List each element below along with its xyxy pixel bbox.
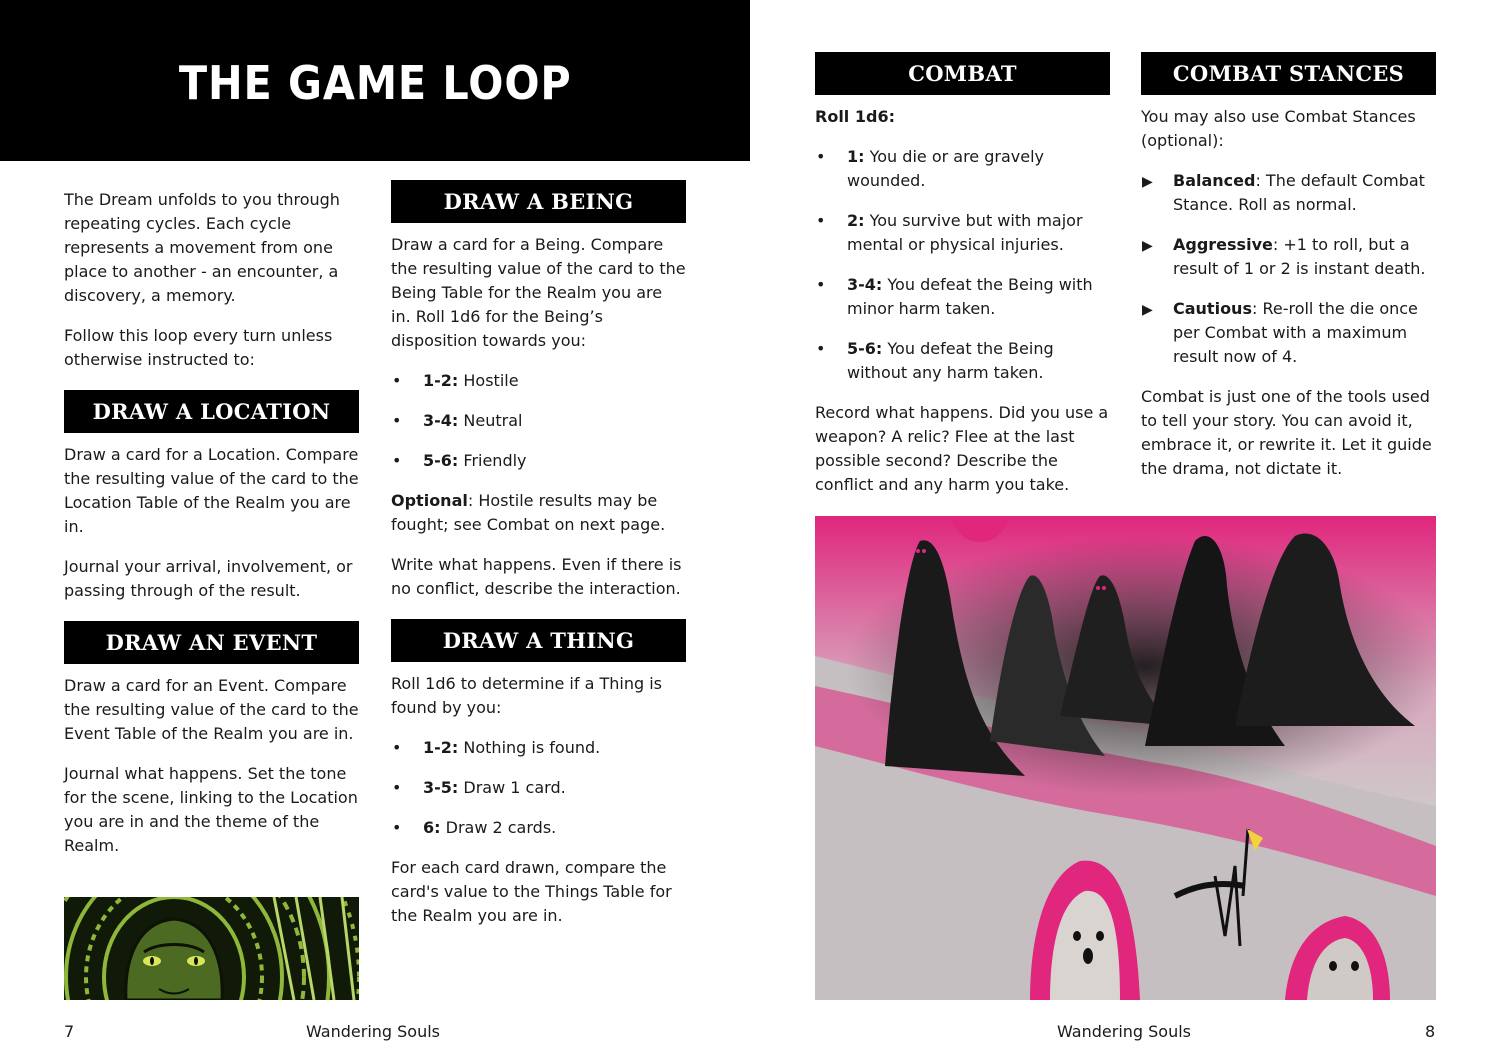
being-paragraph: Draw a card for a Being. Compare the resulting value of the card to the Being Table for the Realm you are in. Roll 1d6 for the Being’s disposition towards you:: [391, 235, 686, 350]
section-heading-being: DRAW A BEING: [391, 180, 686, 223]
location-paragraph: Journal your arrival, involvement, or passing through of the result.: [64, 557, 353, 600]
being-optional-rule: [391, 489, 686, 537]
list-item: [391, 449, 686, 473]
stances-closing: Combat is just one of the tools used to tell your story. You can avoid it, embrace it, or rewrite it. Let it guide the drama, not dictate it.: [1141, 387, 1432, 478]
intro-paragraph: Follow this loop every turn unless otherwise instructed to:: [64, 326, 333, 369]
title-banner: [0, 0, 750, 161]
list-item-key: 2:: [847, 211, 865, 230]
location-paragraph: Draw a card for a Location. Compare the resulting value of the card to the Location Table of the Realm you are in.: [64, 445, 359, 536]
list-item-key: 6:: [423, 818, 441, 837]
column-3: [815, 52, 1110, 513]
list-item-key: Cautious: [1173, 299, 1252, 318]
list-item-text: Friendly: [458, 451, 527, 470]
column-4: [1141, 52, 1436, 497]
section-heading-thing: DRAW A THING: [391, 619, 686, 662]
section-heading-location: DRAW A LOCATION: [64, 390, 359, 433]
event-paragraph: Draw a card for an Event. Compare the resulting value of the card to the Event Table of the Realm you are in.: [64, 676, 359, 743]
stances-intro: You may also use Combat Stances (optional):: [1141, 107, 1416, 150]
list-item-text: : Re-roll the die once per Combat with a maximum result now of 4.: [1173, 299, 1418, 366]
list-item: [815, 209, 1110, 257]
list-item: [1141, 169, 1436, 217]
list-item: [815, 273, 1110, 321]
list-item-text: You die or are gravely wounded.: [847, 147, 1044, 190]
list-item-key: 5-6:: [423, 451, 459, 470]
list-item-key: 1:: [847, 147, 865, 166]
column-1: [64, 188, 359, 874]
snake-illustration: [64, 897, 359, 1000]
list-item: [1141, 233, 1436, 281]
thing-paragraph: Roll 1d6 to determine if a Thing is found by you:: [391, 674, 663, 717]
section-heading-event: DRAW AN EVENT: [64, 621, 359, 664]
list-item-key: 1-2:: [423, 738, 459, 757]
list-item-key: 3-4:: [423, 411, 459, 430]
combat-closing: Record what happens. Did you use a weapon? A relic? Flee at the last possible second? Describe the conflict and any harm you take.: [815, 403, 1109, 494]
being-disposition-list: [391, 369, 686, 473]
stance-list: [1141, 169, 1436, 369]
running-title-left: Wandering Souls: [306, 1022, 441, 1041]
list-item-text: : +1 to roll, but a result of 1 or 2 is instant death.: [1173, 235, 1426, 278]
page-number-left: 7: [64, 1022, 75, 1041]
list-item-text: Hostile: [458, 371, 519, 390]
list-item-text: You defeat the Being with minor harm taken.: [847, 275, 1093, 318]
thing-result-list: [391, 736, 686, 840]
list-item-key: 1-2:: [423, 371, 459, 390]
list-item: [391, 736, 686, 760]
event-paragraph: Journal what happens. Set the tone for the scene, linking to the Location you are in and the theme of the Realm.: [64, 764, 358, 855]
section-heading-combat-stances: COMBAT STANCES: [1141, 52, 1436, 95]
list-item-text: Nothing is found.: [458, 738, 601, 757]
list-item-key: 3-5:: [423, 778, 459, 797]
intro-paragraph: The Dream unfolds to you through repeating cycles. Each cycle represents a movement from one place to another - an encounter, a discovery, a memory.: [64, 190, 340, 305]
list-item: [391, 816, 686, 840]
list-item-text: Neutral: [458, 411, 523, 430]
list-item: [391, 776, 686, 800]
section-heading-combat: COMBAT: [815, 52, 1110, 95]
list-item-text: : The default Combat Stance. Roll as normal.: [1173, 171, 1425, 214]
list-item-text: Draw 2 cards.: [440, 818, 557, 837]
list-item: [815, 145, 1110, 193]
being-closing: Write what happens. Even if there is no conflict, describe the interaction.: [391, 555, 682, 598]
combat-roll-label: Roll 1d6:: [815, 107, 895, 126]
list-item-key: Balanced: [1173, 171, 1256, 190]
page-title: THE GAME LOOP: [178, 55, 572, 110]
list-item-key: 5-6:: [847, 339, 883, 358]
list-item-text: You survive but with major mental or physical injuries.: [847, 211, 1083, 254]
list-item-text: Draw 1 card.: [458, 778, 566, 797]
optional-key: Optional: [391, 491, 468, 510]
optional-text: : Hostile results may be fought; see Combat on next page.: [391, 491, 666, 534]
combat-result-list: [815, 145, 1110, 385]
thing-closing: For each card drawn, compare the card's value to the Things Table for the Realm you are in.: [391, 858, 672, 925]
list-item: [1141, 297, 1436, 369]
list-item-text: You defeat the Being without any harm taken.: [847, 339, 1054, 382]
list-item-key: 3-4:: [847, 275, 883, 294]
hooded-figures-illustration: [815, 516, 1436, 1000]
column-2: [391, 180, 686, 944]
list-item: [391, 409, 686, 433]
list-item-key: Aggressive: [1173, 235, 1273, 254]
running-title-right: Wandering Souls: [1057, 1022, 1192, 1041]
list-item: [815, 337, 1110, 385]
list-item: [391, 369, 686, 393]
page-number-right: 8: [1425, 1022, 1436, 1041]
combat-roll: [815, 105, 1110, 129]
